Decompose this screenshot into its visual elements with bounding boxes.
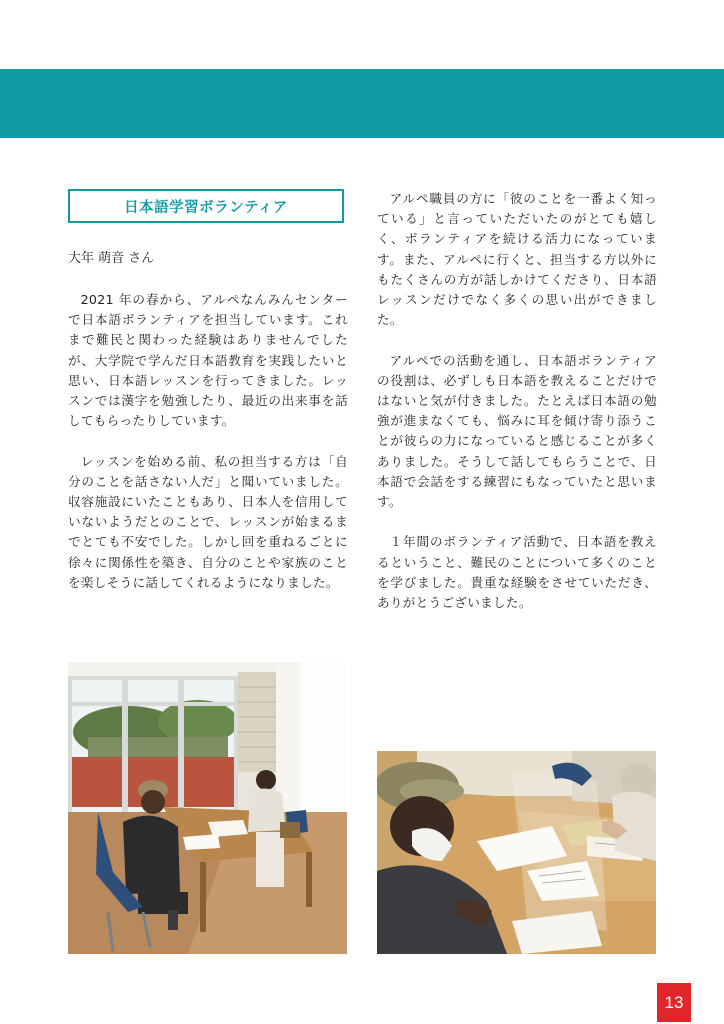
- page-number: 13: [657, 983, 691, 1022]
- paragraph: レッスンを始める前、私の担当する方は「自分のことを話さない人だ」と聞いていました。収容施設にいたこともあり、日本人を信用していないようだとのことで、レッスンが始まるまでとても不安でした。しかし回を重ねるごとに徐々に関係性を築き、自分のことや家族のことを楽しそうに話してくれるようになりました。: [68, 453, 348, 590]
- author-name: 大年 萌音 さん: [68, 251, 155, 266]
- right-column: [377, 189, 657, 633]
- paragraph: アルペ職員の方に「彼のことを一番よく知っている」と言っていただいたのがとても嬉しく、ボランティアを続ける活力になっています。また、アルペに行くと、担当する方以外にもたくさんの方が話しかけてくださり、日本語レッスンだけでなく多くの思い出ができました。: [377, 191, 657, 328]
- left-column: [68, 290, 348, 613]
- paragraph: アルペでの活動を通し、日本語ボランティアの役割は、必ずしも日本語を教えることだけではないと気が付きました。たとえば日本語の勉強が進まなくても、悩みに耳を傾け寄り添うことが彼らの力になっていると感じることが多くありました。そうして話してもらうことで、日本語で会話をする練習にもなっていたと思います。: [377, 352, 657, 510]
- photo-lesson-closeup: [377, 751, 656, 954]
- header-band: [0, 69, 724, 138]
- photo-classroom: [68, 662, 347, 954]
- paragraph: １年間のボランティア活動で、日本語を教えるということ、難民のことについて多くのことを学びました。貴重な経験をさせていただき、ありがとうございました。: [377, 534, 657, 611]
- section-title: [68, 189, 344, 223]
- paragraph: 2021 年の春から、アルペなんみんセンターで日本語ボランティアを担当しています。これまで難民と関わった経験はありませんでしたが、大学院で学んだ日本語教育を実践したいと思い、日本語レッスンを行ってきました。レッスンでは漢字を勉強したり、最近の出来事を話してもらったりしています。: [68, 292, 348, 429]
- section-title-text: 日本語学習ボランティア: [124, 199, 288, 216]
